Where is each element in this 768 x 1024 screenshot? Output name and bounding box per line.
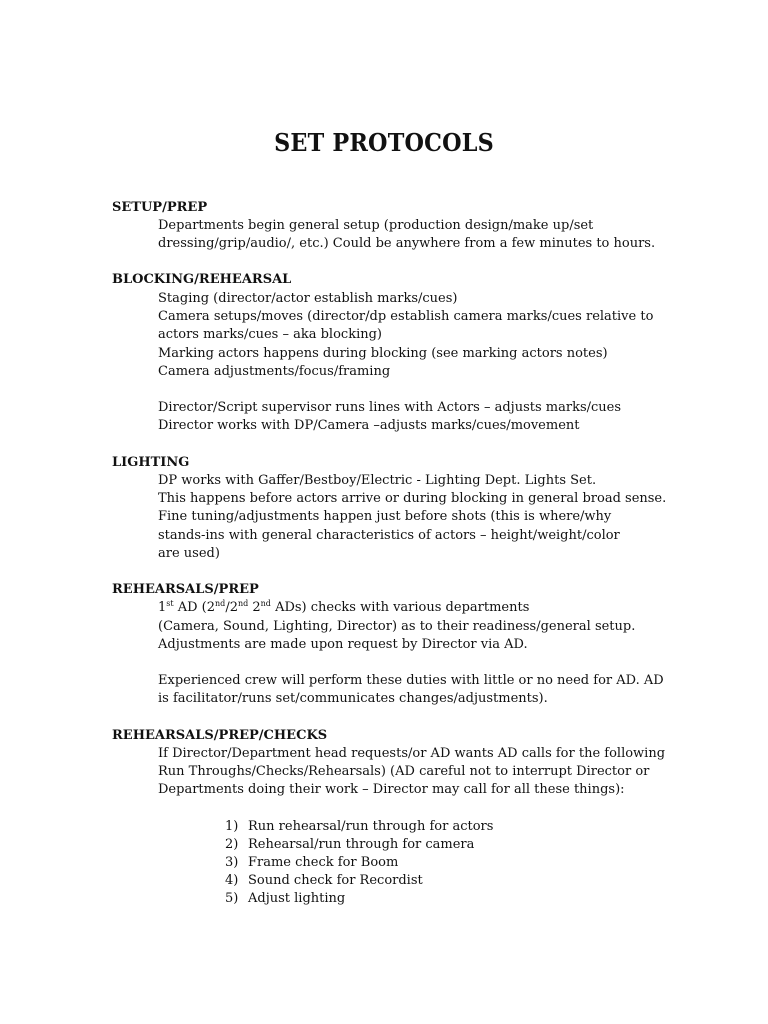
section-heading-lighting: LIGHTING [112,455,190,470]
text-line: are used) [158,546,220,561]
section-heading-blocking-rehearsal: BLOCKING/REHEARSAL [112,272,292,287]
list-text: Run rehearsal/run through for actors [248,819,494,834]
list-item [225,854,398,872]
list-number: 2) [225,837,239,852]
text-line: Staging (director/actor establish marks/cues) [158,291,458,306]
list-item [225,872,423,890]
text-line: This happens before actors arrive or during blocking in general broad sense. [158,491,667,506]
superscript: nd [237,599,249,608]
list-number: 4) [225,873,239,888]
list-item [225,836,474,854]
text-line: stands-ins with general characteristics of actors – height/weight/color [158,528,620,543]
superscript: st [166,599,174,608]
text-line: If Director/Department head requests/or AD wants AD calls for the following [158,746,666,761]
text-line: Camera setups/moves (director/dp establish camera marks/cues relative to [158,309,654,324]
page-title: SET PROTOCOLS [274,128,494,157]
text-fragment: 1 [158,600,167,615]
text-line: Fine tuning/adjustments happen just before shots (this is where/why [158,509,612,524]
list-text: Rehearsal/run through for camera [248,837,475,852]
text-line: is facilitator/runs set/communicates changes/adjustments). [158,691,548,706]
text-line: actors marks/cues – aka blocking) [158,327,383,342]
list-number: 3) [225,855,239,870]
text-fragment: ADs) checks with various departments [270,600,530,615]
text-line [158,599,529,617]
text-line: Departments doing their work – Director may call for all these things): [158,782,625,797]
text-fragment: AD (2 [173,600,216,615]
list-item [225,890,345,908]
section-heading-rehearsals-prep-checks: REHEARSALS/PREP/CHECKS [112,728,328,743]
superscript: nd [215,599,226,608]
text-line: Experienced crew will perform these duties with little or no need for AD. AD [158,673,664,688]
text-line: Run Throughs/Checks/Rehearsals) (AD careful not to interrupt Director or [158,764,650,779]
text-fragment: 2 [248,600,261,615]
list-number: 5) [225,891,239,906]
text-line: Departments begin general setup (production design/make up/set [158,218,594,233]
text-line: Director/Script supervisor runs lines with Actors – adjusts marks/cues [158,400,622,415]
text-fragment: /2 [225,600,238,615]
text-line: Adjustments are made upon request by Director via AD. [158,637,528,652]
text-line: Camera adjustments/focus/framing [158,364,391,379]
list-number: 1) [225,819,239,834]
text-line: Director works with DP/Camera –adjusts marks/cues/movement [158,418,580,433]
list-text: Frame check for Boom [248,855,399,870]
text-line: dressing/grip/audio/, etc.) Could be anywhere from a few minutes to hours. [158,236,656,251]
text-line: Marking actors happens during blocking (see marking actors notes) [158,346,608,361]
text-line: (Camera, Sound, Lighting, Director) as to their readiness/general setup. [158,619,636,634]
list-text: Sound check for Recordist [248,873,423,888]
text-line: DP works with Gaffer/Bestboy/Electric - Lighting Dept. Lights Set. [158,473,597,488]
list-text: Adjust lighting [248,891,346,906]
section-heading-rehearsals-prep: REHEARSALS/PREP [112,582,259,597]
section-heading-setup-prep: SETUP/PREP [112,200,208,215]
superscript: nd [260,599,271,608]
list-item [225,818,493,836]
